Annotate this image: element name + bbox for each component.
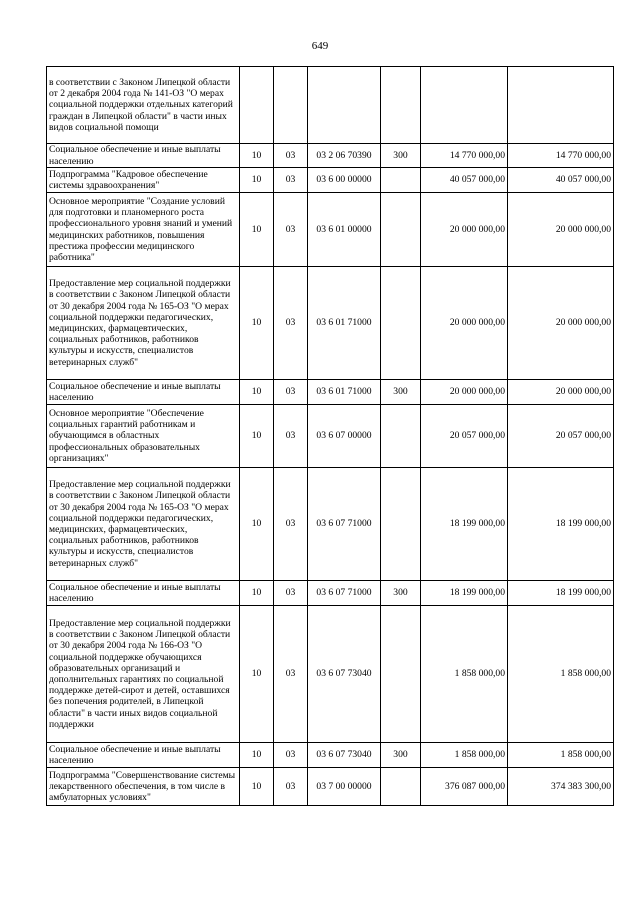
row-subsection: 03 [274, 168, 308, 193]
row-target-code: 03 6 07 00000 [308, 405, 381, 468]
table-row [47, 67, 614, 144]
page-number: 649 [311, 40, 329, 52]
row-section: 10 [240, 468, 274, 581]
row-section: 10 [240, 768, 274, 806]
table-row [47, 743, 614, 768]
row-section [240, 67, 274, 144]
row-amount-1: 20 000 000,00 [421, 380, 508, 405]
row-amount-2: 20 000 000,00 [508, 380, 614, 405]
table-row [47, 267, 614, 380]
row-amount-2: 18 199 000,00 [508, 468, 614, 581]
row-section: 10 [240, 405, 274, 468]
row-name: Предоставление мер социальной поддержки в соответствии с Законом Липецкой области от 30 декабря 2004 года № 166-ОЗ "О социальной поддержке обучающихся образовательных организаций и дополнительных гарантиях по социальной поддержке детей-сирот и детей, оставшихся без попечения родителей, в Липецкой области" в части иных видов социальной поддержки [47, 606, 240, 743]
row-section: 10 [240, 606, 274, 743]
row-target-code: 03 6 00 00000 [308, 168, 381, 193]
row-name: Социальное обеспечение и иные выплаты населению [47, 743, 240, 768]
row-amount-1: 1 858 000,00 [421, 743, 508, 768]
row-amount-1: 376 087 000,00 [421, 768, 508, 806]
table-row [47, 606, 614, 743]
row-target-code: 03 6 07 71000 [308, 581, 381, 606]
row-amount-2: 374 383 300,00 [508, 768, 614, 806]
row-amount-1: 20 057 000,00 [421, 405, 508, 468]
row-name: Основное мероприятие "Обеспечение социальных гарантий работникам и обучающимся в областных профессиональных образовательных организациях" [47, 405, 240, 468]
row-target-code: 03 6 07 73040 [308, 743, 381, 768]
row-amount-2: 20 000 000,00 [508, 193, 614, 267]
table-row [47, 405, 614, 468]
budget-table [46, 66, 614, 806]
row-subsection: 03 [274, 606, 308, 743]
row-target-code: 03 6 07 71000 [308, 468, 381, 581]
row-name: Основное мероприятие "Создание условий для подготовки и планомерного роста профессионального уровня знаний и умений медицинских работников, повышения престижа профессии медицинского работника" [47, 193, 240, 267]
row-subsection: 03 [274, 768, 308, 806]
row-name: Социальное обеспечение и иные выплаты населению [47, 144, 240, 168]
row-subsection: 03 [274, 380, 308, 405]
row-expense-type: 300 [381, 144, 421, 168]
row-amount-2: 1 858 000,00 [508, 743, 614, 768]
budget-table-body [47, 67, 614, 806]
row-section: 10 [240, 168, 274, 193]
row-target-code: 03 6 01 71000 [308, 380, 381, 405]
row-section: 10 [240, 743, 274, 768]
row-section: 10 [240, 380, 274, 405]
row-amount-1: 14 770 000,00 [421, 144, 508, 168]
row-amount-1: 20 000 000,00 [421, 193, 508, 267]
row-expense-type: 300 [381, 743, 421, 768]
table-row [47, 468, 614, 581]
row-subsection: 03 [274, 468, 308, 581]
row-amount-2: 20 000 000,00 [508, 267, 614, 380]
row-amount-2: 1 858 000,00 [508, 606, 614, 743]
row-subsection [274, 67, 308, 144]
row-target-code: 03 6 07 73040 [308, 606, 381, 743]
row-section: 10 [240, 144, 274, 168]
table-row [47, 168, 614, 193]
row-section: 10 [240, 267, 274, 380]
table-row [47, 144, 614, 168]
row-amount-1: 20 000 000,00 [421, 267, 508, 380]
row-expense-type: 300 [381, 581, 421, 606]
row-name: в соответствии с Законом Липецкой области от 2 декабря 2004 года № 141-ОЗ "О мерах социальной поддержки отдельных категорий граждан в Липецкой области" в части иных видов социальной помощи [47, 67, 240, 144]
row-subsection: 03 [274, 144, 308, 168]
row-expense-type [381, 267, 421, 380]
row-expense-type [381, 606, 421, 743]
row-subsection: 03 [274, 743, 308, 768]
row-amount-2: 20 057 000,00 [508, 405, 614, 468]
row-name: Предоставление мер социальной поддержки в соответствии с Законом Липецкой области от 30 декабря 2004 года № 165-ОЗ "О мерах социальной поддержки педагогических, медицинских, фармацевтических, социальных работников, работников культуры и искусств, специалистов ветеринарных служб" [47, 468, 240, 581]
row-name: Социальное обеспечение и иные выплаты населению [47, 380, 240, 405]
row-target-code: 03 6 01 00000 [308, 193, 381, 267]
table-row [47, 581, 614, 606]
row-name: Социальное обеспечение и иные выплаты населению [47, 581, 240, 606]
table-row [47, 768, 614, 806]
row-amount-2: 18 199 000,00 [508, 581, 614, 606]
table-row [47, 193, 614, 267]
row-section: 10 [240, 581, 274, 606]
table-row [47, 380, 614, 405]
row-expense-type [381, 67, 421, 144]
row-target-code: 03 6 01 71000 [308, 267, 381, 380]
row-target-code: 03 2 06 70390 [308, 144, 381, 168]
row-amount-2: 14 770 000,00 [508, 144, 614, 168]
row-amount-1 [421, 67, 508, 144]
row-subsection: 03 [274, 267, 308, 380]
row-expense-type [381, 168, 421, 193]
row-amount-1: 18 199 000,00 [421, 581, 508, 606]
row-name: Подпрограмма "Кадровое обеспечение системы здравоохранения" [47, 168, 240, 193]
row-subsection: 03 [274, 405, 308, 468]
row-amount-1: 40 057 000,00 [421, 168, 508, 193]
row-name: Предоставление мер социальной поддержки в соответствии с Законом Липецкой области от 30 декабря 2004 года № 165-ОЗ "О мерах социальной поддержки педагогических, медицинских, фармацевтических, социальных работников, работников культуры и искусств, специалистов ветеринарных служб" [47, 267, 240, 380]
row-target-code: 03 7 00 00000 [308, 768, 381, 806]
row-expense-type: 300 [381, 380, 421, 405]
row-amount-1: 1 858 000,00 [421, 606, 508, 743]
row-expense-type [381, 768, 421, 806]
row-expense-type [381, 405, 421, 468]
row-subsection: 03 [274, 193, 308, 267]
row-subsection: 03 [274, 581, 308, 606]
row-amount-1: 18 199 000,00 [421, 468, 508, 581]
row-expense-type [381, 468, 421, 581]
row-section: 10 [240, 193, 274, 267]
row-amount-2: 40 057 000,00 [508, 168, 614, 193]
row-name: Подпрограмма "Совершенствование системы лекарственного обеспечения, в том числе в амбулаторных условиях" [47, 768, 240, 806]
row-amount-2 [508, 67, 614, 144]
row-target-code [308, 67, 381, 144]
row-expense-type [381, 193, 421, 267]
